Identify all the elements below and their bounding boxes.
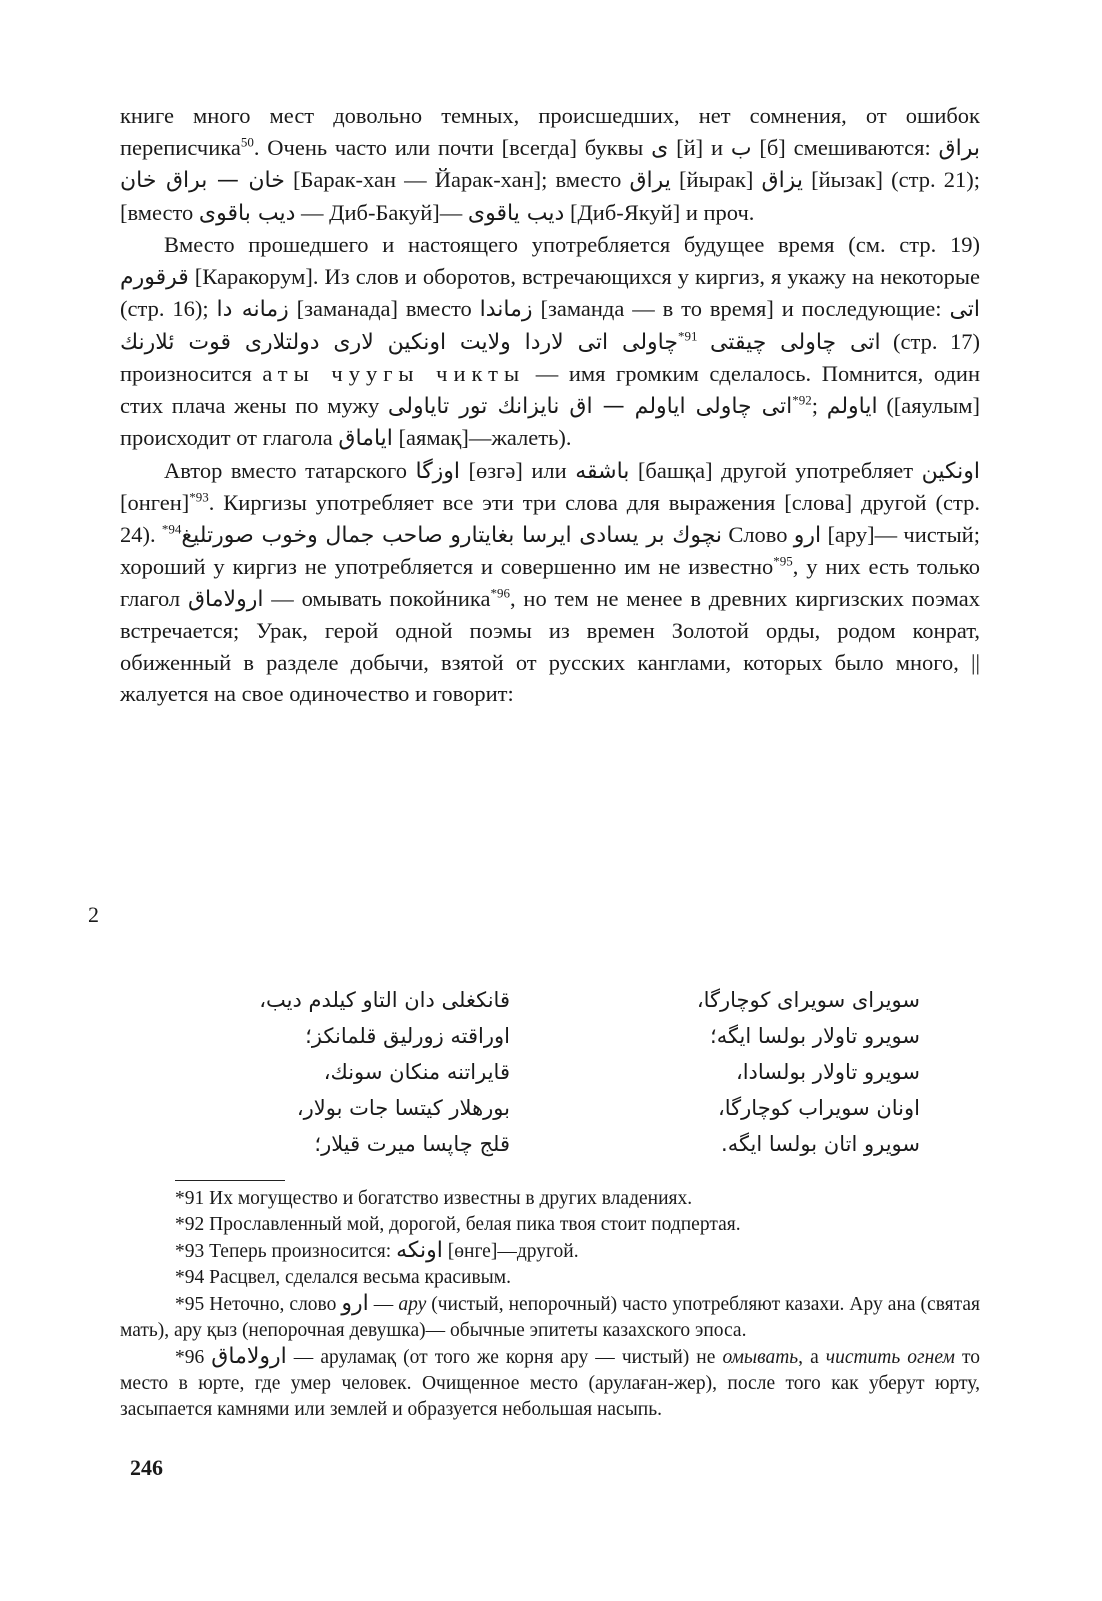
- arabic-text: اونكين: [921, 458, 980, 484]
- footnote-text: то место в юрте, где умер человек. Очищенное место (арулаған-жер), после того как уберут юрту, засыпается камнями или землей и образуется небольшая насыпь.: [120, 1347, 981, 1420]
- footnote-divider: [175, 1180, 285, 1181]
- footnotes: [120, 1186, 980, 1423]
- poem-line: سويرو تاولار بولسا ايگه؛: [710, 1024, 920, 1048]
- footnote-ref: 50: [240, 134, 254, 149]
- text: Слово: [722, 521, 794, 547]
- footnote-95: [120, 1291, 980, 1344]
- poem: [120, 982, 980, 1162]
- footnote-ref: *93: [189, 489, 209, 505]
- text: [й] и: [668, 134, 731, 160]
- poem-column-right: [180, 982, 510, 1162]
- footnote-text: [өнге]—другой.: [442, 1241, 579, 1262]
- footnote-92: [120, 1212, 980, 1238]
- arabic-text: اتى چاولى چيقتى: [709, 329, 881, 355]
- arabic-text: ارولاماق: [187, 586, 264, 612]
- text: [б] смешиваются:: [751, 134, 939, 160]
- arabic-text: ديب ياقوى: [467, 200, 565, 226]
- footnote-text: Расцвел, сделался весьма красивым.: [204, 1267, 511, 1288]
- text: [өзгә] или: [460, 457, 576, 483]
- text: [башқа] другой употребляет: [629, 457, 922, 483]
- footnote-text: Теперь произносится:: [204, 1241, 397, 1262]
- footnote-93: [120, 1238, 980, 1265]
- text: [заманда — в то время] и последующие:: [532, 296, 950, 321]
- text: [йырак]: [670, 167, 762, 192]
- poem-line: اوراقته زورليق قلمانكز؛: [305, 1024, 510, 1048]
- text: . Очень часто или почти [всегда] буквы: [253, 134, 652, 160]
- poem-line: بورهلار كيتسا جات بولار،: [296, 1096, 510, 1120]
- arabic-text: ارو: [793, 522, 822, 548]
- text: , у них есть только глагол: [120, 554, 980, 611]
- paragraph-2: [120, 229, 980, 455]
- footnote-mark: *92: [175, 1214, 205, 1235]
- arabic-text: اياولم: [826, 393, 878, 419]
- text: [Барак-хан — Йарак-хан]; вместо: [284, 167, 630, 192]
- footnote-ref: *95: [773, 553, 793, 569]
- text: — омывать покойника: [263, 585, 491, 611]
- paragraph-1: [120, 100, 980, 229]
- text: [онген]: [120, 490, 190, 515]
- arabic-text: اونكه: [396, 1238, 443, 1263]
- footnote-ref: *96: [490, 585, 510, 600]
- text: — имя громким сделалось. Помнится, один стих плача жены по мужу: [120, 361, 980, 418]
- footnote-mark: *96: [175, 1347, 205, 1368]
- footnote-mark: *93: [175, 1241, 205, 1262]
- arabic-text: نچوك بر يسادى ايرسا بغايتارو صاحب جمال وخوب صورتليغ: [181, 522, 723, 548]
- text: книге много мест довольно темных, происшедших, нет сомнения, от ошибок переписчика: [120, 103, 980, 160]
- footnote-mark: *95: [175, 1294, 205, 1315]
- paragraph-3: [120, 455, 980, 710]
- arabic-text: يراق: [629, 168, 671, 193]
- poem-line: قايراتنه منكان سونك،: [323, 1060, 510, 1084]
- footnote-91: [120, 1186, 980, 1212]
- footnote-text: Прославленный мой, дорогой, белая пика твоя стоит подпертая.: [204, 1214, 741, 1235]
- margin-number: 2: [88, 902, 99, 927]
- text: (стр. 17) произносится: [120, 328, 980, 386]
- footnote-text: , а: [798, 1347, 826, 1368]
- arabic-text: ارو: [341, 1291, 369, 1316]
- poem-column-left: [590, 982, 920, 1162]
- arabic-text: ارولاماق: [211, 1344, 287, 1369]
- footnote-text: Неточно, слово: [204, 1294, 342, 1315]
- poem-line: سويراى سويراى كوچارگا،: [696, 988, 920, 1012]
- arabic-text: زمانه دا: [216, 297, 289, 322]
- footnote-mark: *91: [175, 1188, 205, 1209]
- arabic-text: ب: [730, 135, 752, 161]
- footnote-mark: *94: [175, 1267, 205, 1288]
- footnote-text: (чистый, непорочный) часто употребляют казахи. Ару ана (святая мать), ару қыз (непорочная девушка)— обычные эпитеты казахского эпоса.: [120, 1294, 981, 1341]
- poem-line: اونان سويراب كوچارگا،: [717, 1096, 920, 1120]
- text: [697, 329, 709, 354]
- poem-line: قلج چاپسا ميرت قيلار؛: [314, 1132, 510, 1156]
- poem-line: قانكغلى دان التاو كيلدم ديب،: [259, 988, 510, 1012]
- text: [аямақ]—жалеть).: [392, 425, 572, 450]
- text: . Киргизы употребляет все эти три слова для выражения [слова] другой (стр. 24).: [120, 490, 980, 547]
- italic-text: ару: [398, 1294, 427, 1315]
- text: [заманада] вместо: [288, 296, 480, 321]
- footnote-94: [120, 1265, 980, 1291]
- arabic-text: ديب باقوى: [198, 200, 296, 226]
- italic-text: омывать: [722, 1347, 799, 1368]
- arabic-text: ى: [651, 135, 669, 161]
- footnote-text: — аруламақ (от того же корня ару — чистый) не: [286, 1347, 723, 1368]
- text: Автор вместо татарского: [164, 457, 416, 483]
- poem-line: سويرو تاولار بولسادا،: [735, 1060, 920, 1084]
- text: [Диб-Якуй] и проч.: [564, 199, 755, 225]
- text: ;: [811, 392, 827, 418]
- text: [йызак] (стр. 21); [вместо: [120, 167, 980, 225]
- footnote-96: [120, 1344, 980, 1423]
- text: [Каракорум]. Из слов и оборотов, встречающихся у киргиз, я укажу на некоторые (стр. 16);: [120, 263, 980, 321]
- text: Вместо прошедшего и настоящего употребляется будущее время (см. стр. 19): [164, 232, 980, 257]
- footnote-ref: *92: [792, 392, 812, 407]
- footnote-ref: *91: [677, 328, 698, 343]
- spaced-text: аты чуугы чикты: [262, 361, 526, 386]
- page-body: [120, 100, 980, 710]
- arabic-text: اياماق: [338, 426, 393, 451]
- footnote-text: Их могущество и богатство известны в других владениях.: [204, 1188, 693, 1209]
- arabic-text: يزاق: [761, 168, 803, 193]
- arabic-text: زماندا: [479, 297, 533, 322]
- text: — Диб-Бакуй]—: [295, 199, 468, 225]
- arabic-text: اتى چاولى اتى لاردا ولايت اونكين لارى دولتلارى قوت ئلارنك: [120, 297, 981, 355]
- footnote-text: —: [368, 1294, 399, 1315]
- italic-text: чистить огнем: [825, 1347, 955, 1368]
- arabic-text: قرقورم: [120, 264, 189, 290]
- arabic-text: اتى چاولى اياولم — اق نايزانك تور تاياولى: [387, 393, 793, 419]
- poem-line: سويرو اتان بولسا ايگه.: [721, 1132, 920, 1156]
- text: [ару]— чистый; хороший у киргиз не употребляется и совершенно им не известно: [120, 521, 980, 579]
- arabic-text: اوزگا: [415, 458, 461, 484]
- text: , но тем не менее в древних киргизских поэмах встречается; Урак, герой одной поэмы из времен Золотой орды, родом конрат, обиженный в разделе добычи, взятой от русских канглами, которых было много, || жалуется на свое одиночество и говорит:: [120, 585, 980, 706]
- text: ([аяулым] происходит от глагола: [120, 392, 980, 450]
- footnote-ref: *94: [161, 521, 182, 536]
- page-number: 246: [130, 1455, 163, 1480]
- arabic-text: باشقه: [575, 458, 630, 484]
- arabic-text: براق خان — براق خان: [120, 135, 980, 193]
